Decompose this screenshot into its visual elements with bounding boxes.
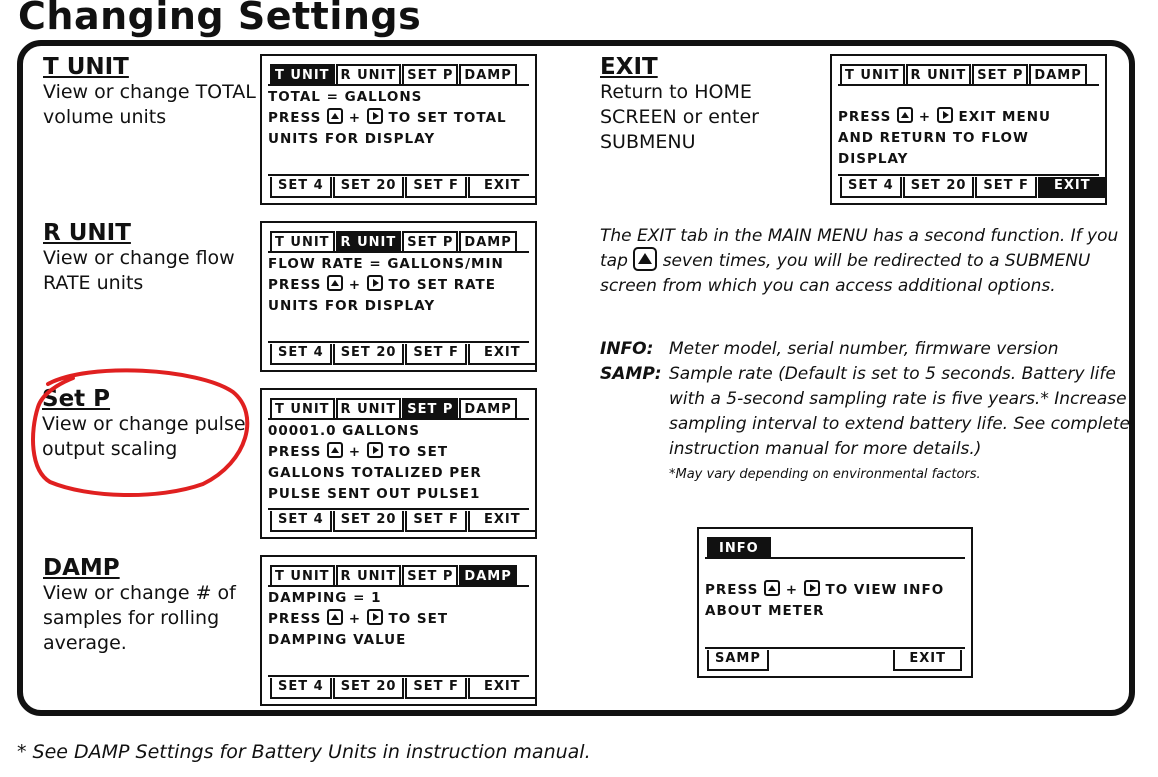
screen-line: 00001.0 GALLONS bbox=[268, 423, 420, 439]
tab-exit[interactable]: EXIT bbox=[468, 511, 537, 532]
tab-set-f[interactable]: SET F bbox=[405, 177, 467, 198]
right-arrow-icon bbox=[937, 107, 953, 123]
section-damp bbox=[43, 555, 236, 656]
footer-note: * See DAMP Settings for Battery Units in instruction manual. bbox=[17, 741, 591, 763]
damp-desc-2: samples for rolling bbox=[43, 607, 220, 629]
section-t-unit bbox=[43, 54, 256, 130]
samp-text-4: instruction manual for more details.) bbox=[669, 439, 982, 459]
tab-exit[interactable]: EXIT bbox=[1038, 177, 1107, 198]
screen-line: AND RETURN TO FLOW bbox=[838, 130, 1029, 146]
right-arrow-icon bbox=[367, 108, 383, 124]
exit-desc-3: SUBMENU bbox=[600, 131, 696, 153]
exit-desc-2: SCREEN or enter bbox=[600, 106, 759, 128]
tab-set-4[interactable]: SET 4 bbox=[270, 678, 332, 699]
tab-exit[interactable]: EXIT bbox=[468, 177, 537, 198]
tab-set-f[interactable]: SET F bbox=[405, 511, 467, 532]
tab-set-f[interactable]: SET F bbox=[975, 177, 1037, 198]
screen-set-p bbox=[260, 388, 537, 539]
screen-line: GALLONS TOTALIZED PER bbox=[268, 465, 482, 481]
set-p-heading: Set P bbox=[42, 386, 111, 412]
tab-t-unit[interactable]: T UNIT bbox=[270, 398, 335, 420]
tab-set-p[interactable]: SET P bbox=[402, 398, 458, 420]
screen-exit bbox=[830, 54, 1107, 205]
right-arrow-icon bbox=[367, 442, 383, 458]
damp-desc-1: View or change # of bbox=[43, 582, 236, 604]
t-unit-heading: T UNIT bbox=[43, 54, 129, 80]
t-unit-desc-1: View or change TOTAL bbox=[43, 81, 256, 103]
r-unit-desc-2: RATE units bbox=[43, 272, 144, 294]
screen-line: DAMPING = 1 bbox=[268, 590, 382, 606]
tab-set-p[interactable]: SET P bbox=[402, 231, 458, 253]
tab-t-unit[interactable]: T UNIT bbox=[270, 565, 335, 587]
tab-damp[interactable]: DAMP bbox=[459, 64, 516, 86]
tab-r-unit[interactable]: R UNIT bbox=[336, 565, 402, 587]
tab-r-unit[interactable]: R UNIT bbox=[336, 398, 402, 420]
right-arrow-icon bbox=[367, 275, 383, 291]
samp-text-1: Sample rate (Default is set to 5 seconds. Battery life bbox=[669, 364, 1116, 384]
screen-line: PRESS + TO SET RATE bbox=[268, 277, 496, 293]
right-arrow-icon bbox=[804, 580, 820, 596]
tab-set-4[interactable]: SET 4 bbox=[270, 511, 332, 532]
exit-heading: EXIT bbox=[600, 54, 658, 80]
set-p-desc-1: View or change pulse bbox=[42, 413, 246, 435]
screen-line: DISPLAY bbox=[838, 151, 909, 167]
section-r-unit bbox=[43, 220, 235, 296]
t-unit-desc-2: volume units bbox=[43, 106, 167, 128]
tab-set-20[interactable]: SET 20 bbox=[333, 511, 405, 532]
screen-line: PRESS + TO SET bbox=[268, 444, 449, 460]
screen-line: PRESS + EXIT MENU bbox=[838, 109, 1051, 125]
tab-set-20[interactable]: SET 20 bbox=[333, 177, 405, 198]
up-arrow-icon bbox=[327, 108, 343, 124]
tab-set-20[interactable]: SET 20 bbox=[333, 344, 405, 365]
tab-set-20[interactable]: SET 20 bbox=[333, 678, 405, 699]
screen-line: UNITS FOR DISPLAY bbox=[268, 131, 436, 147]
samp-text-3: sampling interval to extend battery life. See complete bbox=[669, 414, 1131, 434]
up-arrow-icon bbox=[327, 609, 343, 625]
tab-set-p[interactable]: SET P bbox=[972, 64, 1028, 86]
tab-r-unit[interactable]: R UNIT bbox=[336, 64, 402, 86]
screen-line: DAMPING VALUE bbox=[268, 632, 407, 648]
tab-samp[interactable]: SAMP bbox=[707, 650, 769, 671]
tab-set-4[interactable]: SET 4 bbox=[270, 177, 332, 198]
r-unit-heading: R UNIT bbox=[43, 220, 131, 246]
info-text: Meter model, serial number, firmware version bbox=[669, 339, 1059, 359]
screen-damp bbox=[260, 555, 537, 706]
exit-desc-1: Return to HOME bbox=[600, 81, 752, 103]
screen-line: UNITS FOR DISPLAY bbox=[268, 298, 436, 314]
footnote: *May vary depending on environmental factors. bbox=[669, 467, 981, 482]
tab-set-20[interactable]: SET 20 bbox=[903, 177, 975, 198]
exit-note bbox=[600, 224, 1120, 299]
highlight-circle bbox=[28, 362, 254, 498]
samp-text-2: with a 5-second sampling rate is five years.* Increase bbox=[669, 389, 1127, 409]
exit-note-line-3: screen from which you can access additional options. bbox=[600, 276, 1056, 296]
tab-set-4[interactable]: SET 4 bbox=[840, 177, 902, 198]
tab-set-p[interactable]: SET P bbox=[402, 565, 458, 587]
screen-line: PRESS + TO SET bbox=[268, 611, 449, 627]
tab-set-f[interactable]: SET F bbox=[405, 344, 467, 365]
tab-set-4[interactable]: SET 4 bbox=[270, 344, 332, 365]
tab-set-p[interactable]: SET P bbox=[402, 64, 458, 86]
tab-damp[interactable]: DAMP bbox=[459, 398, 516, 420]
section-exit bbox=[600, 54, 759, 155]
tab-t-unit[interactable]: T UNIT bbox=[270, 64, 335, 86]
tab-info[interactable]: INFO bbox=[707, 537, 771, 559]
screen-t-unit bbox=[260, 54, 537, 205]
screen-line: TOTAL = GALLONS bbox=[268, 89, 423, 105]
screen-line: PRESS + TO SET TOTAL bbox=[268, 110, 507, 126]
up-arrow-icon bbox=[897, 107, 913, 123]
exit-note-line-1: The EXIT tab in the MAIN MENU has a second function. If you bbox=[600, 226, 1119, 246]
tab-t-unit[interactable]: T UNIT bbox=[270, 231, 335, 253]
page-title: Changing Settings bbox=[18, 0, 422, 38]
screen-info bbox=[697, 527, 973, 678]
tab-r-unit[interactable]: R UNIT bbox=[906, 64, 972, 86]
screen-r-unit bbox=[260, 221, 537, 372]
screen-line: ABOUT METER bbox=[705, 603, 825, 619]
r-unit-desc-1: View or change flow bbox=[43, 247, 235, 269]
up-arrow-icon bbox=[764, 580, 780, 596]
exit-note-line-2: tap seven times, you will be redirected to a SUBMENU bbox=[600, 249, 1120, 274]
screen-line: FLOW RATE = GALLONS/MIN bbox=[268, 256, 504, 272]
tab-r-unit[interactable]: R UNIT bbox=[336, 231, 402, 253]
screen-line: PRESS + TO VIEW INFO bbox=[705, 582, 945, 598]
damp-desc-3: average. bbox=[43, 632, 127, 654]
tab-exit[interactable]: EXIT bbox=[468, 344, 537, 365]
tab-damp[interactable]: DAMP bbox=[459, 565, 516, 587]
up-arrow-icon bbox=[327, 275, 343, 291]
tab-set-f[interactable]: SET F bbox=[405, 678, 467, 699]
up-arrow-icon bbox=[633, 247, 657, 271]
damp-heading: DAMP bbox=[43, 555, 120, 581]
right-arrow-icon bbox=[367, 609, 383, 625]
set-p-desc-2: output scaling bbox=[42, 438, 178, 460]
samp-label: SAMP: bbox=[600, 364, 662, 384]
screen-line: PULSE SENT OUT PULSE1 bbox=[268, 486, 481, 502]
tab-damp[interactable]: DAMP bbox=[1029, 64, 1086, 86]
tab-exit[interactable]: EXIT bbox=[468, 678, 537, 699]
tab-t-unit[interactable]: T UNIT bbox=[840, 64, 905, 86]
tab-damp[interactable]: DAMP bbox=[459, 231, 516, 253]
tab-exit[interactable]: EXIT bbox=[893, 650, 962, 671]
info-label: INFO: bbox=[600, 339, 654, 359]
up-arrow-icon bbox=[327, 442, 343, 458]
